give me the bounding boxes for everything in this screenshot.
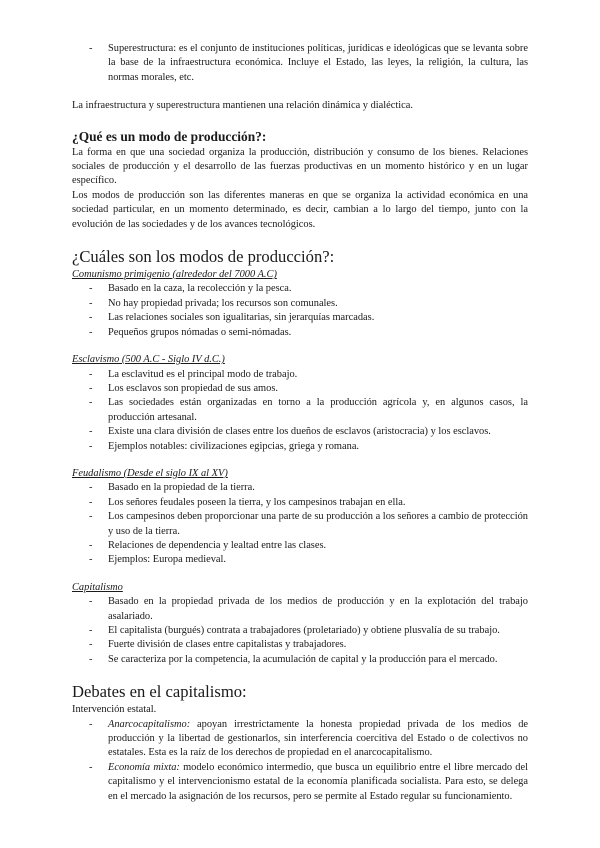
list-item — [72, 553, 528, 567]
list-item — [72, 368, 528, 382]
bullet-dash: - — [89, 718, 93, 730]
bullet-dash: - — [89, 539, 93, 551]
term-label: Anarcocapitalismo: — [108, 718, 191, 730]
list-item — [72, 595, 528, 624]
list-item-text: Las relaciones sociales son igualitarias, sin jerarquías marcadas. — [108, 312, 375, 324]
list-item-text: Basado en la propiedad de la tierra. — [108, 482, 255, 494]
term-label: Economía mixta: — [108, 761, 180, 773]
bullet-dash: - — [89, 554, 93, 566]
bullet-dash: - — [89, 653, 93, 665]
mode-section — [72, 467, 528, 568]
intro-paragraph: La infraestructura y superestructura mantienen una relación dinámica y dialéctica. — [72, 100, 413, 112]
list-item — [72, 761, 528, 804]
list-item-text: No hay propiedad privada; los recursos son comunales. — [108, 297, 338, 309]
list-item — [72, 440, 528, 454]
list-item-text: Basado en la propiedad privada de los medios de producción y en la explotación del trabajo asalariado. — [108, 596, 528, 622]
list-item-text: Basado en la caza, la recolección y la pesca. — [108, 283, 292, 295]
mode-section — [72, 353, 528, 454]
modes-paragraph: Los modos de producción son las diferentes maneras en que se organiza la actividad económica en una sociedad particular, en un momento determinado, es decir, cambian a lo largo del tiempo, junto con la evolución de las sociedades y de los avances tecnológicos. — [72, 189, 528, 230]
superstructure-list — [72, 42, 528, 85]
mode-title: Esclavismo (500 A.C - Siglo IV d.C.) — [72, 354, 225, 366]
bullet-dash: - — [89, 482, 93, 494]
list-item-text: Superestructura: es el conjunto de instituciones políticas, jurídicas e ideológicas que se levanta sobre la base de la infraestructura económica. Incluye el Estado, las leyes, la religión, la cultura, las normas morales, etc. — [108, 43, 528, 83]
bullet-dash: - — [89, 326, 93, 338]
mode-title: Comunismo primigenio (alrededor del 7000 A.C) — [72, 269, 277, 281]
bullet-dash: - — [89, 397, 93, 409]
mode-list — [72, 595, 528, 667]
list-item — [72, 496, 528, 510]
list-item — [72, 282, 528, 296]
bullet-dash: - — [89, 312, 93, 324]
mode-list — [72, 481, 528, 567]
section-heading-que-es: ¿Qué es un modo de producción?: — [72, 128, 267, 144]
list-item — [72, 311, 528, 325]
definition-paragraph: La forma en que una sociedad organiza la producción, distribución y consumo de los bienes. Relaciones sociales de producción y el desarrollo de las fuerzas productivas en un momento histórico y en un lugar específico. — [72, 146, 528, 187]
term-description: modelo económico intermedio, que busca un equilibrio entre el libre mercado del capitalismo y el intervencionismo estatal de la economía planificada socialista. Para esto, se delega en el mercado la asignación de los recursos, pero se permite al Estado regular su funcionamiento. — [108, 761, 528, 802]
list-item — [72, 624, 528, 638]
mode-section — [72, 581, 528, 667]
list-item-text: Relaciones de dependencia y lealtad entre las clases. — [108, 539, 327, 551]
list-item — [72, 510, 528, 539]
bullet-dash: - — [89, 625, 93, 636]
list-item-text: Se caracteriza por la competencia, la acumulación de capital y la producción para el mercado. — [108, 653, 498, 665]
bullet-dash: - — [89, 368, 93, 380]
list-item — [72, 638, 528, 652]
section-heading-modos: ¿Cuáles son los modos de producción?: — [72, 247, 335, 267]
list-item — [72, 718, 528, 761]
debates-list — [72, 718, 528, 804]
list-item — [72, 539, 528, 553]
list-item-text: Ejemplos: Europa medieval. — [108, 554, 227, 566]
list-item-text: La esclavitud es el principal modo de trabajo. — [108, 368, 298, 380]
list-item — [72, 396, 528, 425]
list-item-text: Los esclavos son propiedad de sus amos. — [108, 382, 278, 394]
list-item — [72, 481, 528, 495]
list-item — [72, 425, 528, 439]
mode-list — [72, 282, 528, 340]
mode-title: Feudalismo (Desde el siglo IX al XV) — [72, 467, 228, 479]
bullet-dash: - — [89, 596, 93, 608]
bullet-dash: - — [89, 440, 93, 452]
list-item-text: Los señores feudales poseen la tierra, y los campesinos trabajan en ella. — [108, 496, 406, 508]
list-item-text: Pequeños grupos nómadas o semi-nómadas. — [108, 326, 292, 338]
list-item — [72, 42, 528, 85]
list-item — [72, 297, 528, 311]
bullet-dash: - — [89, 496, 93, 508]
list-item — [72, 326, 528, 340]
section-heading-debates: Debates en el capitalismo: — [72, 682, 247, 702]
mode-section — [72, 268, 528, 340]
bullet-dash: - — [89, 43, 93, 54]
list-item-text: Ejemplos notables: civilizaciones egipcias, griega y romana. — [108, 440, 360, 452]
bullet-dash: - — [89, 283, 93, 295]
mode-title: Capitalismo — [72, 581, 123, 593]
term-description: apoyan irrestrictamente la honesta propiedad privada de los medios de producción y la libertad de gestionarlos, sin interferencia coercitiva del Estado o de colectivos no estatales. Esta es la raíz de los derechos de propiedad en el anarcocapitalismo. — [108, 718, 528, 759]
bullet-dash: - — [89, 382, 93, 394]
bullet-dash: - — [89, 426, 93, 438]
list-item-text: Los campesinos deben proporcionar una parte de su producción a los señores a cambio de protección y uso de la tierra. — [108, 511, 528, 537]
list-item-text: Existe una clara división de clases entre los dueños de esclavos (aristocracia) y los esclavos. — [108, 426, 491, 438]
list-item — [72, 653, 528, 667]
bullet-dash: - — [89, 639, 93, 651]
list-item-text: El capitalista (burgués) contrata a trabajadores (proletariado) y obtiene plusvalía de su trabajo. — [108, 625, 500, 636]
mode-list — [72, 368, 528, 454]
bullet-dash: - — [89, 511, 93, 523]
bullet-dash: - — [89, 761, 93, 773]
list-item-text: Las sociedades están organizadas en torno a la producción agrícola y, en algunos casos, la producción artesanal. — [108, 397, 528, 423]
bullet-dash: - — [89, 297, 93, 309]
list-item — [72, 382, 528, 396]
list-item-text: Fuerte división de clases entre capitalistas y trabajadores. — [108, 639, 347, 651]
debates-subheading: Intervención estatal. — [72, 704, 157, 716]
